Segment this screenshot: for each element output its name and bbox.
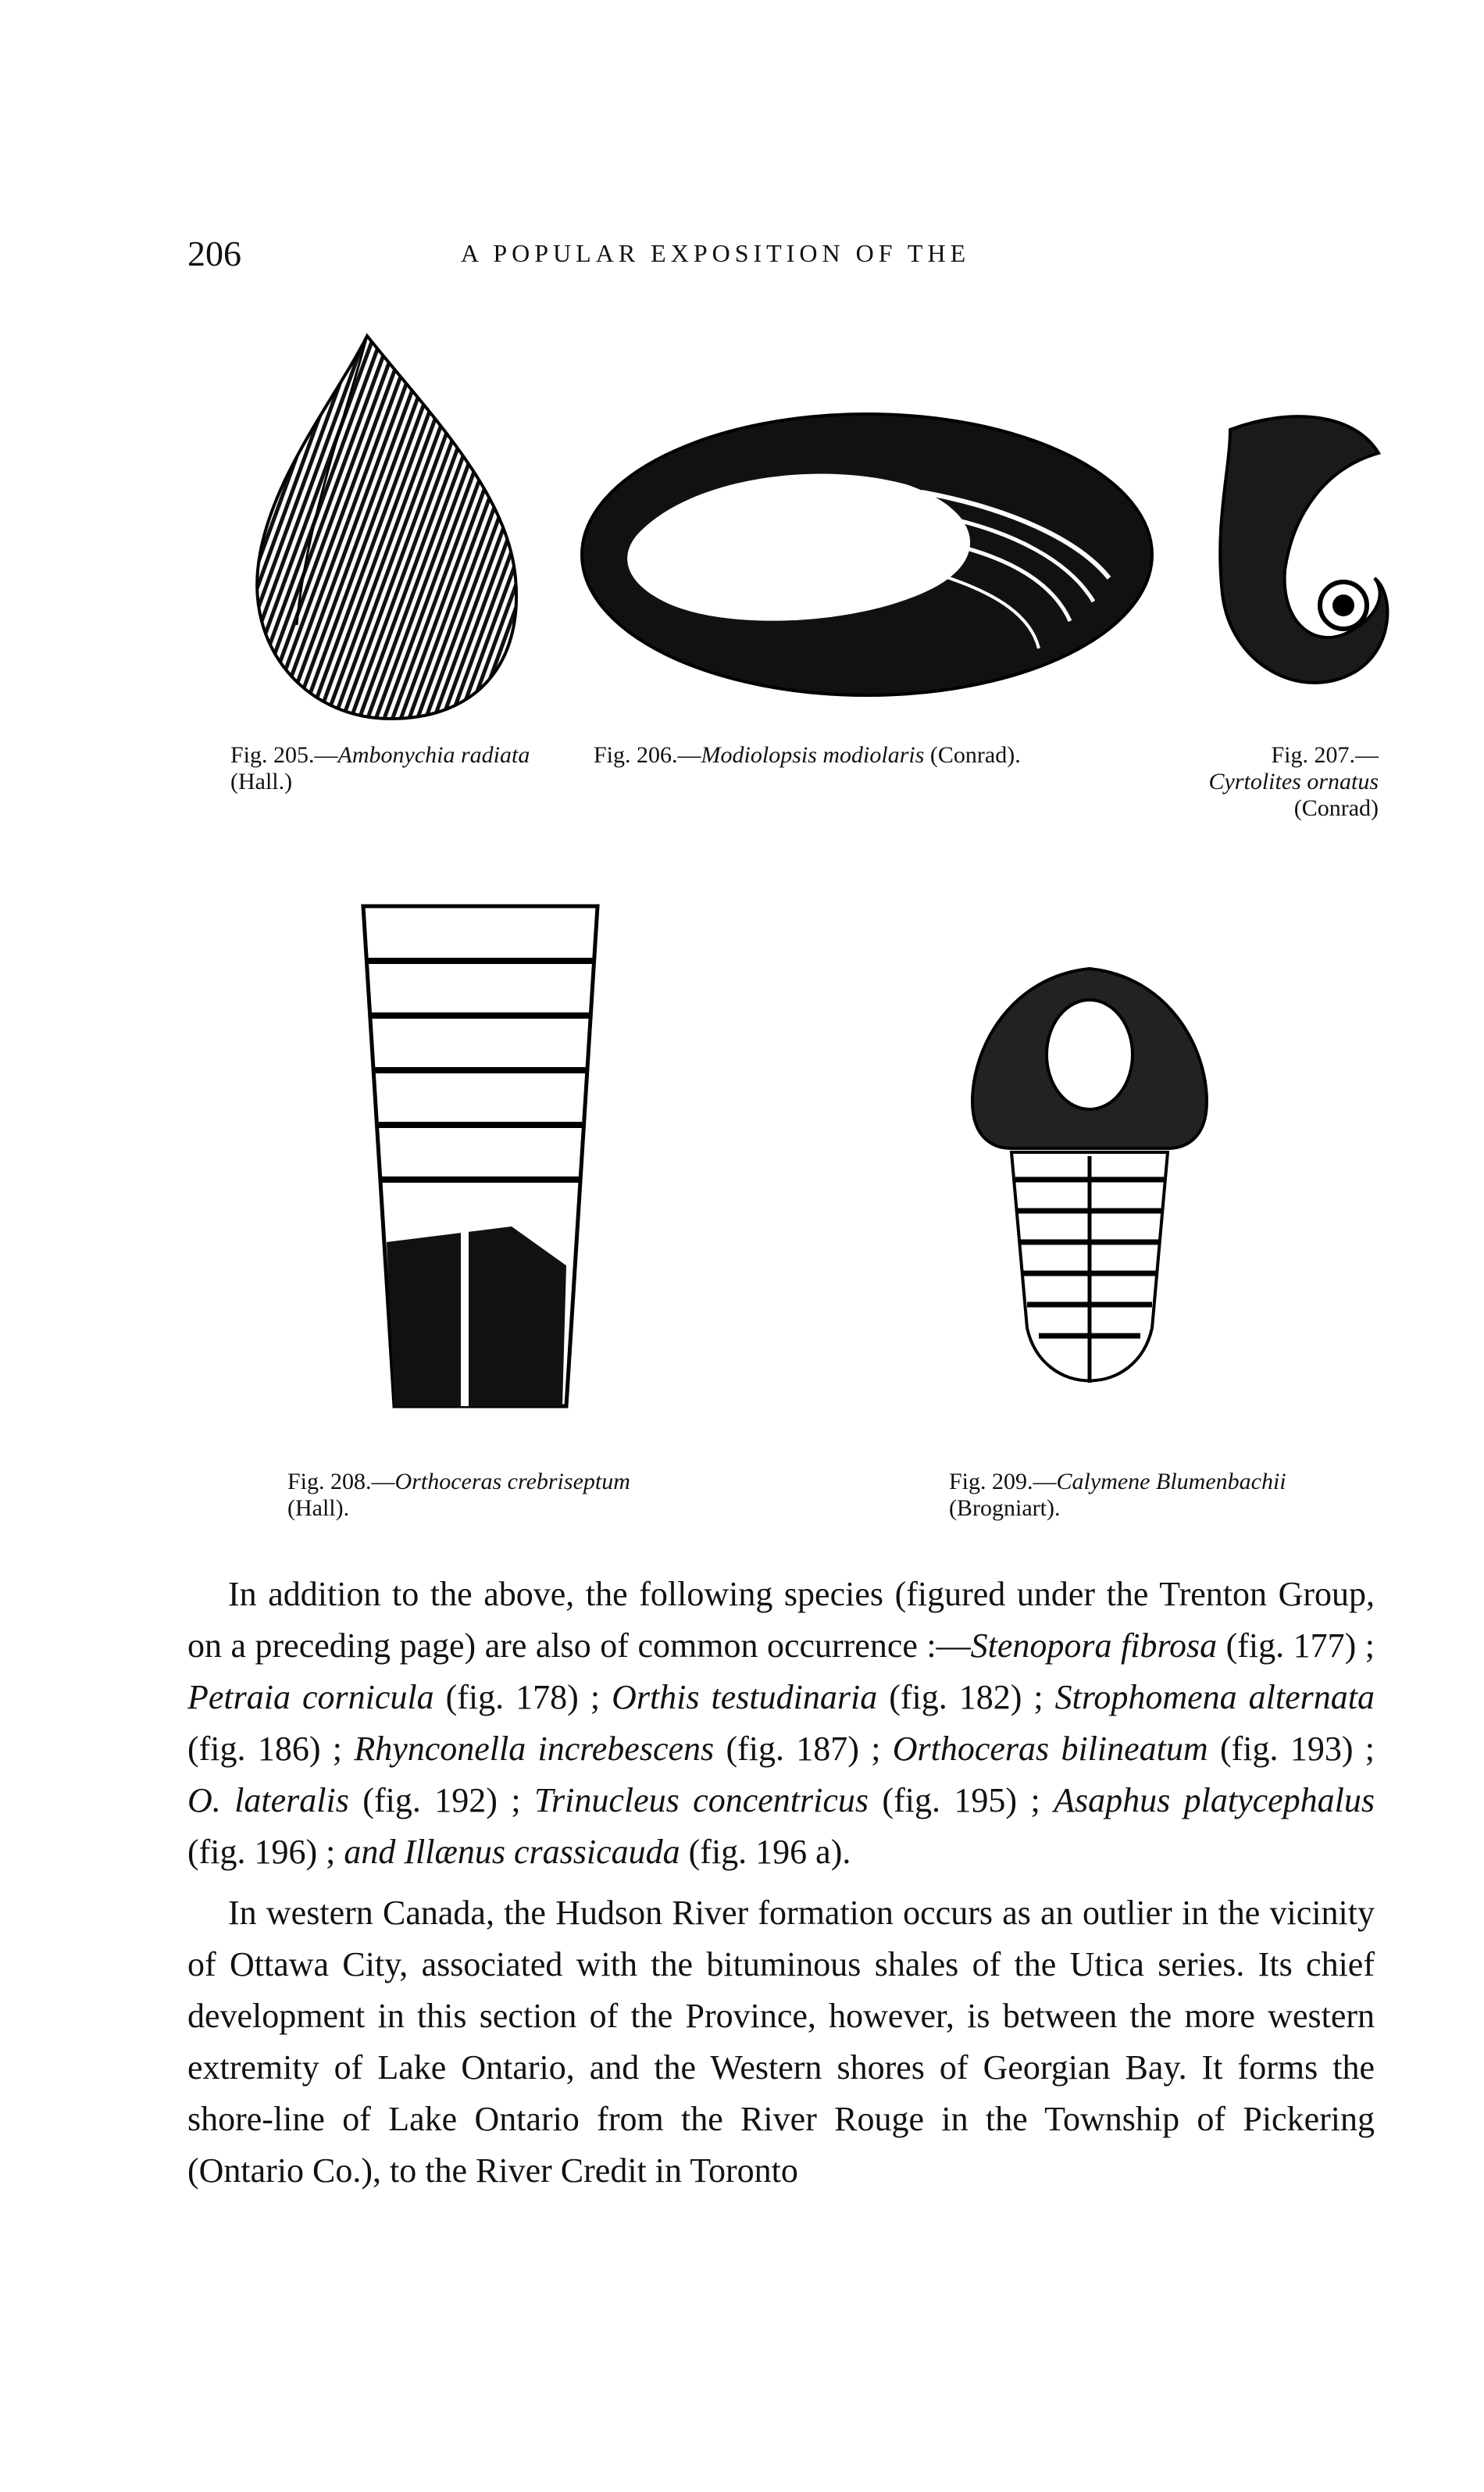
caption-207: Fig. 207.—Cyrtolites ornatus (Conrad)	[1208, 742, 1379, 821]
body-text	[187, 1569, 1375, 2197]
figure-209-calymene	[965, 961, 1215, 1414]
caption-208: Fig. 208.—Orthoceras crebriseptum (Hall).	[287, 1469, 630, 1521]
running-title: A POPULAR EXPOSITION OF THE	[461, 239, 971, 267]
page-header	[187, 233, 1375, 287]
figure-205-ambonychia	[250, 328, 531, 727]
figure-208-orthoceras	[355, 898, 605, 1414]
paragraph-2: In western Canada, the Hudson River formation occurs as an outlier in the vicinity of Ottawa City, associated with the bituminous shales of the Utica series. Its chief development in this section of the Province, however, is between the more western extremity of Lake Ontario, and the Western shores of Georgian Bay. It forms the shore-line of Lake Ontario from the River Rouge in the Township of Pickering (Ontario Co.), to the River Credit in Toronto	[187, 1894, 1375, 2190]
caption-206: Fig. 206.—Modiolopsis modiolaris (Conrad).	[594, 742, 1021, 768]
paragraph-1: In addition to the above, the following species (figured under the Trenton Group, on a preceding page) are also of common occurrence :—Stenopora fibrosa (fig. 177) ; Petraia cornicula (fig. 178) ; Orthis testudinaria (fig. 182) ; Strophomena alternata (fig. 186) ; Rhynconella increbescens (fig. 187) ; Orthoceras bilineatum (fig. 193) ; O. lateralis (fig. 192) ; Trinucleus concentricus (fig. 195) ; Asaphus platycephalus (fig. 196) ; and Illænus crassicauda (fig. 196 a).	[187, 1575, 1375, 1871]
caption-209: Fig. 209.—Calymene Blumenbachii (Brogniart).	[949, 1469, 1286, 1521]
figure-206-modiolopsis	[570, 406, 1164, 703]
caption-205: Fig. 205.—Ambonychia radiata (Hall.)	[230, 742, 530, 794]
figure-207-cyrtolites	[1199, 398, 1394, 695]
page-number: 206	[187, 234, 241, 273]
